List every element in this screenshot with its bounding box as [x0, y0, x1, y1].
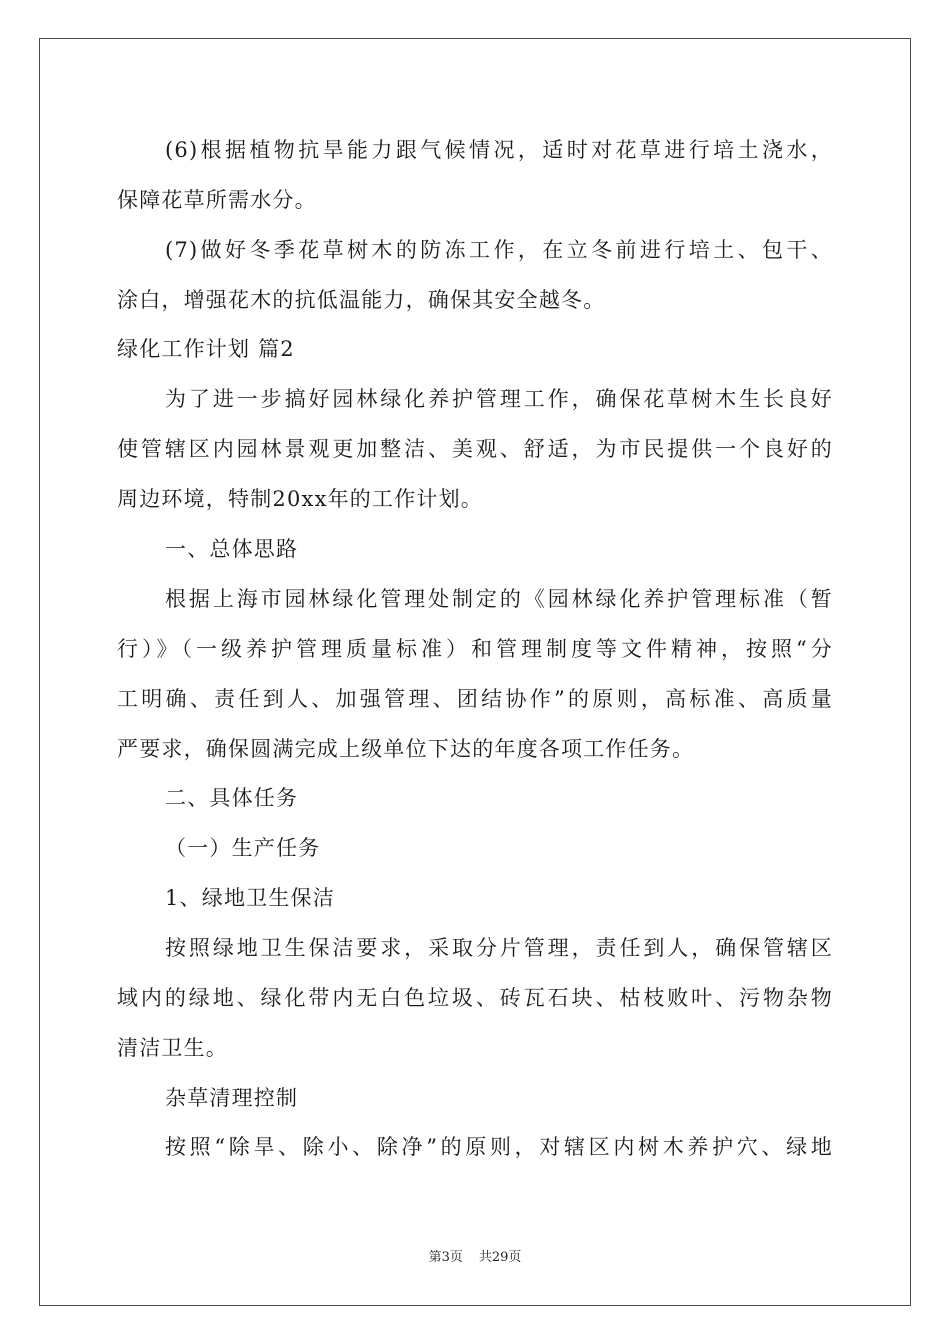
section-heading: 一、总体思路: [165, 537, 299, 561]
paragraph-line: 为了进一步搞好园林绿化养护管理工作，确保花草树木生长良好: [165, 387, 833, 411]
section-heading: 绿化工作计划 篇2: [117, 337, 295, 361]
page-total: 共29页: [478, 1250, 522, 1265]
paragraph-line: 涂白，增强花木的抗低温能力，确保其安全越冬。: [117, 288, 606, 312]
paragraph-line: 保障花草所需水分。: [117, 188, 317, 212]
paragraph-line: 按照“除旱、除小、除净”的原则，对辖区内树木养护穴、绿地: [165, 1135, 833, 1159]
paragraph-line: 按照绿地卫生保洁要求，采取分片管理，责任到人，确保管辖区: [165, 936, 833, 960]
subsection-heading: （一）生产任务: [165, 836, 321, 860]
subsection-heading: 杂草清理控制: [165, 1086, 299, 1110]
paragraph-line: 行）》（一级养护管理质量标准）和管理制度等文件精神，按照“分: [117, 637, 833, 661]
paragraph-line: 周边环境，特制20xx年的工作计划。: [117, 487, 484, 511]
paragraph-line: (7)做好冬季花草树木的防冻工作，在立冬前进行培土、包干、: [165, 238, 833, 262]
page-border: [39, 38, 911, 1306]
paragraph-line: 清洁卫生。: [117, 1036, 228, 1060]
page-number: 第3页: [428, 1250, 463, 1265]
paragraph-line: (6)根据植物抗旱能力跟气候情况，适时对花草进行培土浇水，: [165, 138, 833, 162]
paragraph-line: 根据上海市园林绿化管理处制定的《园林绿化养护管理标准（暂: [165, 587, 833, 611]
paragraph-line: 域内的绿地、绿化带内无白色垃圾、砖瓦石块、枯枝败叶、污物杂物: [117, 986, 833, 1010]
paragraph-line: 严要求，确保圆满完成上级单位下达的年度各项工作任务。: [117, 737, 695, 761]
section-heading: 二、具体任务: [165, 786, 299, 810]
subsection-heading: 1、绿地卫生保洁: [165, 886, 335, 910]
page-footer: [0, 1246, 950, 1265]
paragraph-line: 使管辖区内园林景观更加整洁、美观、舒适，为市民提供一个良好的: [117, 437, 833, 461]
paragraph-line: 工明确、责任到人、加强管理、团结协作”的原则，高标准、高质量: [117, 687, 833, 711]
